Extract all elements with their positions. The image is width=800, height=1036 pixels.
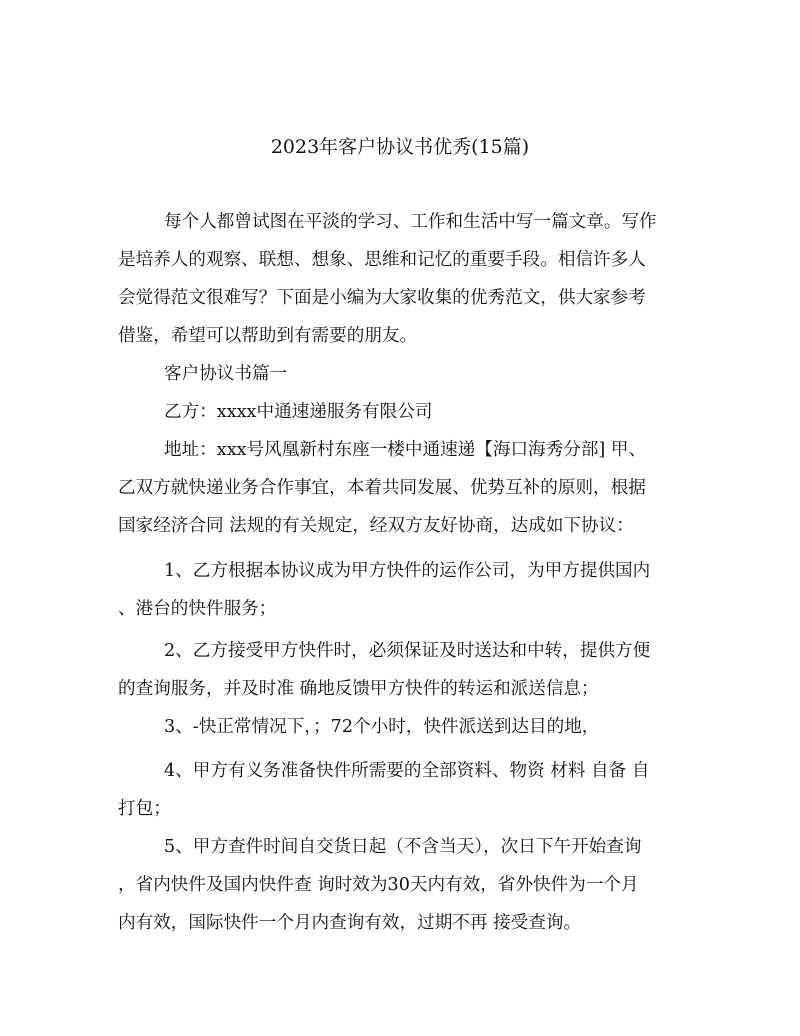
party-b-line: 乙方：xxxx中通速递服务有限公司 — [164, 402, 433, 422]
clause-1-line-1: 1、乙方根据本协议成为甲方快件的运作公司，为甲方提供国内 — [164, 561, 651, 581]
clause-5-line-2: ，省内快件及国内快件查 询时效为30天内有效，省外快件为一个月 — [118, 875, 639, 895]
clause-4-line-2: 打包； — [118, 799, 171, 819]
clause-2-line-2: 的查询服务，并及时准 确地反馈甲方快件的转运和派送信息； — [118, 679, 599, 699]
clause-2-line-1: 2、乙方接受甲方快件时，必须保证及时送达和中转，提供方便 — [164, 641, 651, 661]
paragraph-intro-line-3: 会觉得范文很难写？下面是小编为大家收集的优秀范文，供大家参考 — [118, 288, 646, 308]
address-line-1: 地址：xxx号风凰新村东座一楼中通速递【海口海秀分部] 甲、 — [164, 440, 647, 460]
section-heading: 客户协议书篇一 — [164, 364, 288, 384]
clause-1-line-2: 、港台的快件服务； — [118, 599, 277, 619]
clause-5-line-3: 内有效，国际快件一个月内查询有效，过期不再 接受查询。 — [118, 913, 582, 933]
document-title: 2023年客户协议书优秀(15篇) — [270, 136, 530, 158]
clause-5-line-1: 5、甲方查件时间自交货日起（不含当天），次日下午开始查询 — [164, 837, 642, 857]
paragraph-intro-line-1: 每个人都曾试图在平淡的学习、工作和生活中写一篇文章。写作 — [164, 212, 657, 232]
address-line-3: 国家经济合同 法规的有关规定，经双方友好协商，达成如下协议： — [118, 516, 634, 536]
paragraph-intro-line-2: 是培养人的观察、联想、想象、思维和记忆的重要手段。相信许多人 — [118, 250, 646, 270]
address-line-2: 乙双方就快递业务合作事宜，本着共同发展、优势互补的原则，根据 — [118, 478, 646, 498]
paragraph-intro-line-4: 借鉴，希望可以帮助到有需要的朋友。 — [118, 326, 418, 346]
clause-3-line-1: 3、-快正常情况下，；72个小时，快件派送到达目的地， — [164, 717, 600, 737]
clause-4-line-1: 4、甲方有义务准备快件所需要的全部资料、物资 材料 自备 自 — [164, 761, 650, 781]
